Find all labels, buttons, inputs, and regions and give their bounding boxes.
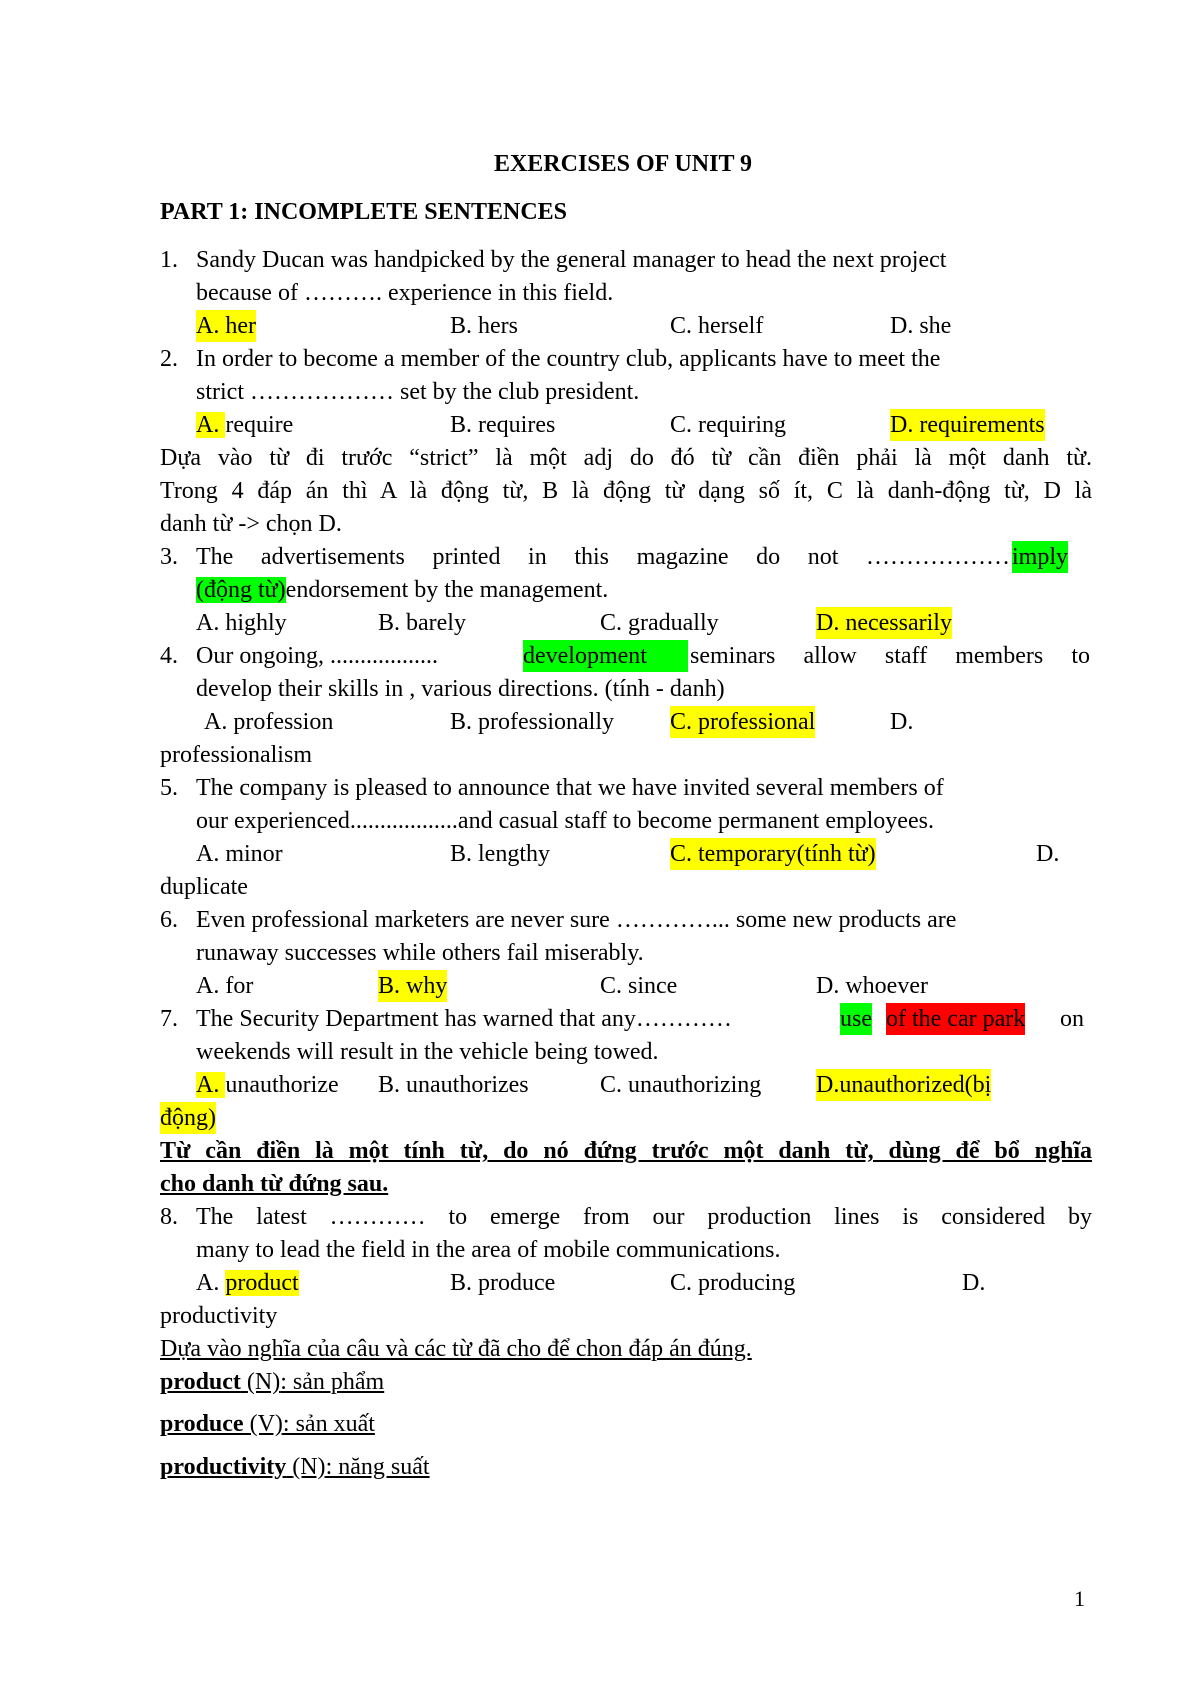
options-row [196,1069,1096,1101]
question-text-line: Even professional marketers are never sure …………... some new products are [196,907,957,933]
question-text: The latest ………… to emerge from our production lines is considered by [196,1204,1092,1230]
option-c: C. since [600,973,678,999]
question-number: 1. [160,247,178,273]
question-number: 4. [160,643,178,669]
options-row [196,838,1096,870]
option-b: B. produce [450,1270,556,1296]
vocab-pos: (V) [249,1411,283,1437]
option-d-wrap: productivity [160,1303,278,1329]
highlight-keyword: imply [1012,541,1068,573]
question-text: endorsement by the management. [285,577,609,603]
option-d-wrap: professionalism [160,742,312,768]
highlight-phrase: of the car park [886,1003,1025,1035]
option-a: A. profession [204,709,334,735]
option-c: C. gradually [600,610,719,636]
option-c: C. requiring [670,412,786,438]
question-text-line: strict ……………… set by the club president. [196,379,640,405]
question-number: 7. [160,1006,178,1032]
question-text-line: The company is pleased to announce that we have invited several members of [196,775,944,801]
option-a: A. minor [196,841,283,867]
option-b: B. hers [450,313,518,339]
explanation-text: Trong 4 đáp án thì A là động từ, B là động từ dạng số ít, C là danh-động từ, D là [160,478,1092,504]
option-a: A. for [196,973,254,999]
question-number: 5. [160,775,178,801]
option-a-label: A. [196,412,226,438]
options-row [196,607,1096,639]
explanation-line: danh từ -> chọn D. [160,511,342,537]
option-a-label: A. [196,1270,226,1296]
question-text-line: develop their skills in , various directions. (tính - danh) [196,676,725,702]
question-text-line: because of ………. experience in this field. [196,280,614,306]
option-c-correct: C. professional [670,706,815,738]
question-text-line [690,640,1090,672]
option-a-label: A. [196,1072,226,1098]
vocab-meaning: : năng suất [325,1454,430,1480]
option-d: D. whoever [816,973,928,999]
option-a-text: require [225,412,294,438]
option-b: B. unauthorizes [378,1072,529,1098]
question-text-line: our experienced..................and casual staff to become permanent employees. [196,808,934,834]
option-c: C. producing [670,1270,796,1296]
vocab-pos: (N) [246,1369,281,1395]
options-row [196,409,1096,441]
option-a-correct: A. her [196,310,256,342]
vocab-word: product [160,1369,241,1395]
vocab-word: productivity [160,1454,287,1480]
option-a-correct: product [225,1270,299,1296]
option-d: D. she [890,313,952,339]
highlight-keyword: use [840,1003,872,1035]
question-text-line [196,541,1010,573]
vocab-meaning: : sản xuất [282,1411,375,1437]
option-d-correct: D.unauthorized(bị [816,1069,991,1101]
question-text-line: many to lead the field in the area of mobile communications. [196,1237,781,1263]
option-d-wrap: động) [160,1102,216,1134]
note-line [160,1135,1092,1167]
option-d: D. [890,709,914,735]
option-d: D. [962,1270,986,1296]
option-c-correct: C. temporary(tính từ) [670,838,876,870]
question-text: seminars allow staff members to [690,643,1090,669]
question-text-line: runaway successes while others fail miserably. [196,940,644,966]
options-row [196,310,1096,342]
page-title: EXERCISES OF UNIT 9 [493,151,753,177]
question-text-line [196,574,608,606]
vocab-produce [160,1408,375,1440]
vocab-word: produce [160,1411,244,1437]
vocab-product [160,1366,384,1398]
option-a: A. highly [196,610,287,636]
vocab-productivity [160,1451,430,1483]
question-text: on [1060,1006,1084,1032]
question-text-line [196,1201,1092,1233]
explanation-text: Dựa vào từ đi trước “strict” là một adj do đó từ cần điền phải là một danh từ. [160,445,1092,471]
vocab-pos: (N) [292,1454,326,1480]
option-c: C. herself [670,313,764,339]
option-d: D. [1036,841,1060,867]
explanation-line: Dựa vào nghĩa của câu và các từ đã cho để chon đáp án đúng. [160,1336,752,1362]
option-d-correct: D. requirements [890,409,1045,441]
highlight-keyword: (động từ) [196,577,286,603]
options-row [196,706,1096,738]
page-number: 1 [1074,1586,1085,1611]
options-row [196,970,1096,1002]
part-heading: PART 1: INCOMPLETE SENTENCES [160,199,568,225]
question-number: 2. [160,346,178,372]
question-number: 3. [160,544,178,570]
option-d-wrap: duplicate [160,874,248,900]
question-text: The advertisements printed in this magazine do not ……………… [196,544,1010,570]
option-b: B. barely [378,610,466,636]
option-a-text: unauthorize [225,1072,339,1098]
question-text-line: Sandy Ducan was handpicked by the general manager to head the next project [196,247,947,273]
question-number: 8. [160,1204,178,1230]
question-text: The Security Department has warned that any………… [196,1006,732,1032]
option-b: B. lengthy [450,841,550,867]
vocab-meaning: : sản phẩm [280,1369,385,1395]
explanation-line [160,475,1092,507]
explanation-line [160,442,1092,474]
option-c: C. unauthorizing [600,1072,762,1098]
note-text: Từ cần điền là một tính từ, do nó đứng trước một danh từ, dùng để bổ nghĩa [160,1138,1092,1164]
highlight-keyword: development [523,640,688,672]
question-text-line: In order to become a member of the country club, applicants have to meet the [196,346,941,372]
option-b-correct: B. why [378,970,447,1002]
options-row [196,1267,1096,1299]
question-number: 6. [160,907,178,933]
option-b: B. professionally [450,709,614,735]
question-text: Our ongoing, .................. [196,643,438,669]
note-line: cho danh từ đứng sau. [160,1171,389,1197]
option-d-correct: D. necessarily [816,607,952,639]
option-b: B. requires [450,412,556,438]
question-text-line: weekends will result in the vehicle being towed. [196,1039,659,1065]
